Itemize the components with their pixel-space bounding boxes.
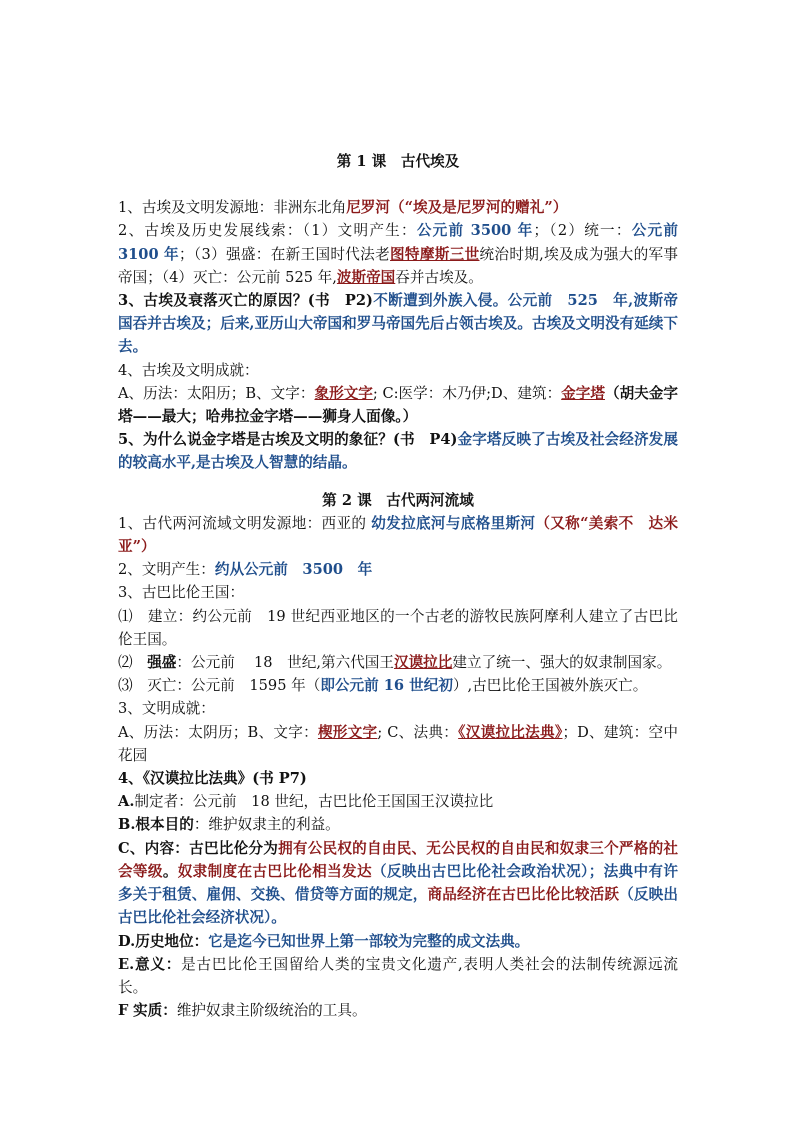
highlight-text: 公元前 3100 年 xyxy=(118,222,678,263)
lesson-2-line-4: ⑴ 建立：约公元前 19 世纪西亚地区的一个古老的游牧民族阿摩利人建立了古巴比伦王国。 xyxy=(118,607,678,648)
bold-text: 强盛 xyxy=(147,654,177,672)
lesson-2-line-11 xyxy=(118,813,678,836)
highlight-text: 即公元前 16 世纪初 xyxy=(320,677,453,695)
bold-text: 意义： xyxy=(134,955,182,973)
underlined-term: 汉谟拉比 xyxy=(393,654,453,672)
text: 统治时期,埃及成为强大的军事帝国；（4）灭亡：公元前 525 年, xyxy=(118,245,678,286)
text: （胡夫金字塔——最大；哈弗拉金字塔——狮身人面像。） xyxy=(118,384,678,426)
underlined-term: 金字塔 xyxy=(561,384,605,402)
question-text: 5、为什么说金字塔是古埃及文明的象征？(书 P4) xyxy=(118,431,458,449)
text: 制定者：公元前 18 世纪，古巴比伦王国国王汉谟拉比 xyxy=(134,793,494,811)
text: 吞并古埃及。 xyxy=(395,268,483,286)
lesson-2-line-14 xyxy=(118,953,678,999)
highlight-text: 约从公元前 3500 年 xyxy=(214,561,373,579)
highlight-text: （又称“美索不 达米亚”） xyxy=(118,514,678,556)
answer-text: （反映出古巴比伦社会政治状况）；法典中有许多关于租赁、雇佣、交换、借贷等方面的规定， xyxy=(118,862,678,904)
question-text: 3、古埃及衰落灭亡的原因？(书 P2) xyxy=(118,292,373,310)
text: ⑶ 灭亡：公元前 1595 年（ xyxy=(118,677,321,695)
answer-text: 金字塔反映了古埃及社会经济发展的较高水平,是古埃及人智慧的结晶。 xyxy=(118,431,678,472)
lesson-2-line-15 xyxy=(118,999,678,1022)
highlight-text: 奴隶制度在古巴比伦相当发达 xyxy=(177,862,372,880)
text: 维护奴隶主阶级统治的工具。 xyxy=(176,1002,367,1020)
lesson-1-title: 第 1 课 古代埃及 xyxy=(336,153,460,170)
text: ）,古巴比伦王国被外族灭亡。 xyxy=(452,677,648,695)
lesson-2-line-3: 3、古巴比伦王国： xyxy=(118,584,245,602)
text: 。 xyxy=(162,862,178,880)
answer-text: 它是迄今已知世界上第一部较为完整的成文法典。 xyxy=(208,932,530,950)
text: 1、古埃及文明发源地：非洲东北角 xyxy=(118,199,347,217)
text: ; C、法典： xyxy=(377,723,459,741)
text: ⑵ xyxy=(118,654,148,672)
lesson-2-line-10 xyxy=(118,790,678,813)
lesson-2-line-6 xyxy=(118,674,678,697)
underlined-term: 图特摩斯三世 xyxy=(390,245,480,263)
lesson-1-line-2 xyxy=(118,219,678,289)
lesson-2-line-9: 4、《汉谟拉比法典》(书 P7) xyxy=(118,770,307,788)
lesson-2-line-5 xyxy=(118,651,678,674)
lesson-1-line-6 xyxy=(118,428,678,474)
highlight-text: 商品经济在古巴比伦比较活跃 xyxy=(427,886,620,904)
lesson-2-line-13 xyxy=(118,930,678,953)
highlight-text: （“埃及是尼罗河的赠礼”） xyxy=(390,199,568,217)
underlined-term: 《汉谟拉比法典》 xyxy=(458,723,563,741)
answer-text: 不断遭到外族入侵。公元前 525 年,波斯帝国吞并古埃及；后来,亚历山大帝国和罗马帝国先后占领古埃及。古埃及文明没有延续下去。 xyxy=(118,292,679,356)
highlight-text: 尼罗河 xyxy=(346,199,390,217)
text: 1、古代两河流域文明发源地：西亚的 xyxy=(118,514,367,532)
text: 2、文明产生： xyxy=(118,561,215,579)
lesson-1-line-4: 4、古埃及文明成就： xyxy=(118,361,259,379)
lesson-2-line-12 xyxy=(118,837,678,930)
underlined-term: 楔形文字 xyxy=(317,723,378,741)
bold-text: C、内容：古巴比伦分为 xyxy=(118,839,279,857)
answer-text: （反映出古巴比伦社会经济状况）。 xyxy=(118,886,678,927)
underlined-term: 波斯帝国 xyxy=(336,268,396,286)
lesson-2-line-1 xyxy=(118,512,678,558)
lesson-1-line-3 xyxy=(118,289,678,359)
bold-text: 根本目的 xyxy=(135,816,194,834)
text: ：维护奴隶主的利益。 xyxy=(193,816,340,834)
highlight-text: 幼发拉底河与底格里斯河 xyxy=(371,514,536,532)
lesson-2-line-8 xyxy=(118,721,678,767)
bold-text: 历史地位： xyxy=(135,932,209,950)
text: 2、古埃及历史发展线索：（1）文明产生： xyxy=(118,222,417,240)
bold-text: 实质： xyxy=(133,1002,177,1020)
text: ；（3）强盛：在新王国时代法老 xyxy=(178,245,391,263)
text: 是古巴比伦王国留给人类的宝贵文化遗产,表明人类社会的法制传统源远流长。 xyxy=(118,955,678,996)
text: 建立了统一、强大的奴隶制国家。 xyxy=(452,654,672,672)
bold-text: F xyxy=(118,1002,129,1020)
lesson-1-line-1 xyxy=(118,196,678,219)
text: ：公元前 18 世纪,第六代国王 xyxy=(176,654,394,672)
text: A、历法：太阳历；B、文字： xyxy=(118,384,315,402)
bold-text: A. xyxy=(118,793,135,811)
lesson-2-line-7: 3、文明成就： xyxy=(118,700,215,718)
document-page xyxy=(118,150,678,1022)
text: ；（2）统一： xyxy=(533,222,632,240)
highlight-text: 公元前 3500 年 xyxy=(416,222,534,240)
text: A、历法：太阴历；B、文字： xyxy=(118,723,318,741)
bold-text: D. xyxy=(118,932,136,950)
text: ; C:医学：木乃伊;D、建筑： xyxy=(372,384,562,402)
text: ；D、建筑：空中花园 xyxy=(118,723,678,764)
lesson-2-title: 第 2 课 古代两河流域 xyxy=(322,491,474,509)
lesson-2-line-2 xyxy=(118,558,678,581)
bold-text: E. xyxy=(118,955,135,973)
underlined-term: 象形文字 xyxy=(314,384,373,402)
bold-text: B. xyxy=(118,816,136,834)
lesson-1-line-5 xyxy=(118,382,678,428)
highlight-text: 拥有公民权的自由民、无公民权的自由民和奴隶三个严格的社会等级 xyxy=(118,839,678,880)
